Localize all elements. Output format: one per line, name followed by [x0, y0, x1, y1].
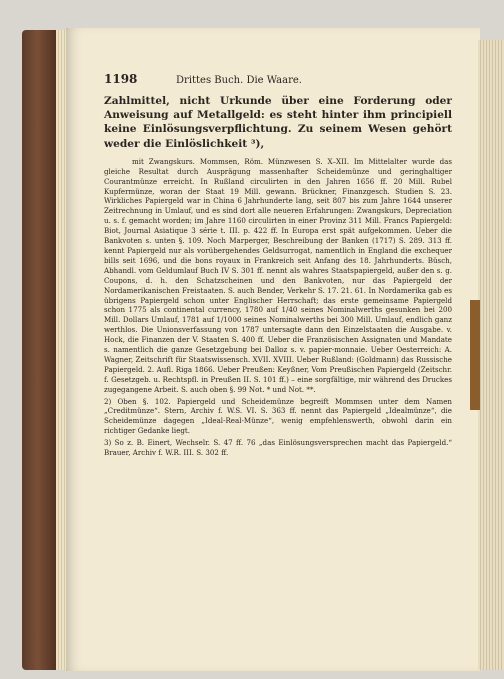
right-page-stack: [478, 40, 504, 670]
main-paragraph: Zahlmittel, nicht Urkunde über eine Forderung oder Anweisung auf Metallgeld: es steht hinter ihm principiell keine Einlösungsverpflichtung. Zu seinem Wesen gehört weder die Einlöslichkeit ³),: [104, 95, 452, 150]
footnote-continued: mit Zwangskurs. Mommsen, Röm. Münzwesen S. X–XII. Im Mittelalter wurde das gleiche Resultat durch Ausprägung massenhafter Scheidemünze und geringhaltiger Courantmünze erreicht. In Rußland circulirten in den Jahren 1656 ff. 20 Mill. Rubel Kupfermünze, woran der Staat 19 Mill. gewann. Brückner, Finanzgesch. Studien S. 23. Wirkliches Papiergeld war in China 6 Jahrhunderte lang, seit 807 bis zum Jahre 1644 unserer Zeitrechnung in Umlauf, und es sind dort alle neueren Erfahrungen: Zwangskurs, Depreciation u. s. f. gemacht worden; im Jahre 1160 circulirten in einer Provinz 311 Mill. Francs Papiergeld: Biot, Journal Asiatique 3 série t. III. p. 422 ff. In Europa erst spät aufgekommen. Ueber die Bankvoten s. unten §. 109. Noch Marperger, Beschreibung der Banken (1717) S. 289. 313 ff. kennt Papiergeld nur als vorübergehendes Geldsurrogat, namentlich in England die exchequer bills seit 1696, und die bons royaux in Frankreich seit Anfang des 18. Jahrhunderts. Büsch, Abhandl. vom Geldumlauf Buch IV S. 301 ff. nennt als wahres Staatspapiergeld, außer den s. g. Coupons, d. h. den Schatzscheinen und den Bankvoten, nur das Papiergeld der Nordamerikanischen Freistaaten. S. auch Bender, Verkehr S. 17. 21. 61. In Nordamerika gab es übrigens Papiergeld schon unter Englischer Herrschaft; das erste gemeinsame Papiergeld schon 1775 als continental currency, 1780 auf 1/40 seines Nominalwerths gesunken bei 200 Mill. Dollars Umlauf, 1781 auf 1/1000 seines Nominalwerths bei 300 Mill. Umlauf, endlich ganz werthlos. Die Unionsverfassung von 1787 untersagte dann den Einzelstaaten die Ausgabe. v. Hock, die Finanzen der V. Staaten S. 400 ff. Ueber die Französischen Assignaten und Mandate s. namentlich die ganze Gesetzgebung bei Dalloz s. v. papier-monnaie. Ueber Oesterreich: A. Wagner, Zeitschrift für Staatswissensch. XVII. XVIII. Ueber Rußland: (Goldmann) das Russische Papiergeld. 2. Aufl. Riga 1866. Ueber Preußen: Keyßner, Vom Preußischen Papiergeld (Zeitschr. f. Gesetzgeb. u. Rechtspfl. in Preußen II. S. 101 ff.) – eine sorgfältige, mir während des Druckes zugegangene Arbeit. S. auch oben §. 99 Not. * und Not. **.: [104, 156, 452, 394]
footnote-2: 2) Oben §. 102. Papiergeld und Scheidemünze begreift Mommsen unter dem Namen „Creditmünze“. Stern, Archiv f. W.S. VI. S. 363 ff. nennt das Papiergeld „Idealmünze“, die Scheidemünze dagegen „Ideal-Real-Münze“, wenig empfehlenswerth, obwohl darin ein richtiger Gedanke liegt.: [104, 396, 452, 436]
footnotes: [104, 157, 452, 458]
running-title: Drittes Buch. Die Waare.: [176, 75, 302, 86]
page-content: [104, 72, 452, 460]
bookmark-ribbon: [470, 300, 480, 410]
footnote-3: 3) So z. B. Einert, Wechselr. S. 47 ff. 76 „das Einlösungsversprechen macht das Papiergeld.“ Brauer, Archiv f. W.R. III. S. 302 ff.: [104, 438, 452, 458]
page-number: 1198: [104, 72, 138, 86]
page-header: [104, 72, 452, 86]
